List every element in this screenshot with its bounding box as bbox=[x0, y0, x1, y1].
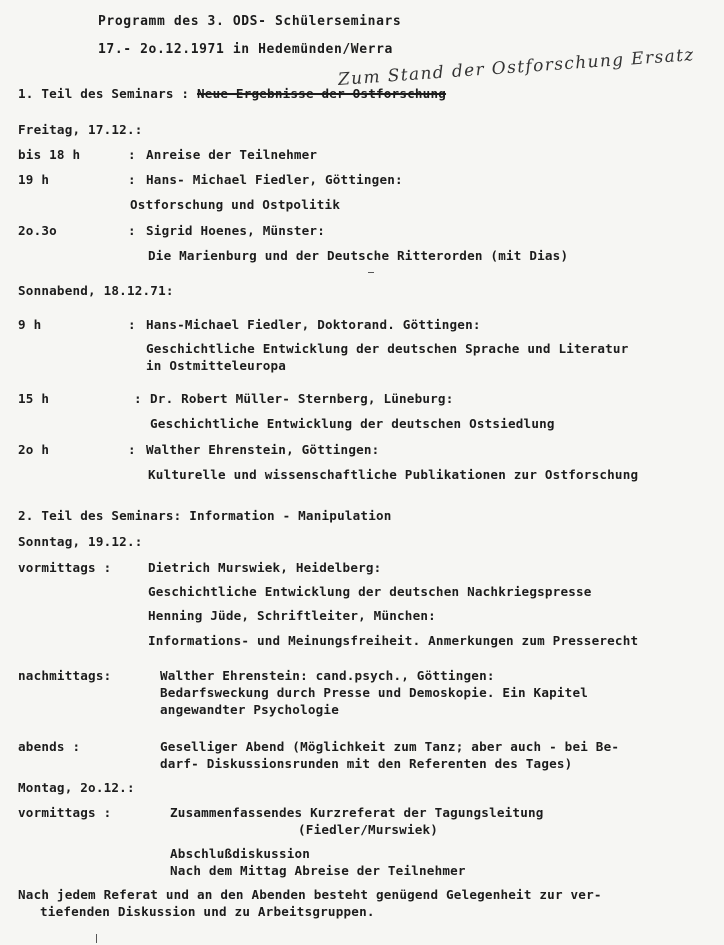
part1-title-struck: Neue Ergebnisse der Ostforschung bbox=[197, 86, 447, 101]
time-label: bis 18 h bbox=[18, 147, 81, 162]
entry-sep: : bbox=[128, 223, 136, 238]
entry-sep: : bbox=[128, 147, 136, 162]
day-heading-friday: Freitag, 17.12.: bbox=[18, 122, 143, 137]
entry-sep: : bbox=[134, 391, 142, 406]
entry-speaker: Hans-Michael Fiedler, Doktorand. Göttingen: bbox=[146, 317, 481, 332]
entry-speaker: Dr. Robert Müller- Sternberg, Lüneburg: bbox=[150, 391, 454, 406]
footer-note: Nach jedem Referat und an den Abenden besteht genügend Gelegenheit zur ver- bbox=[18, 887, 602, 902]
footer-note-cont: tiefenden Diskussion und zu Arbeitsgruppen. bbox=[40, 904, 375, 919]
session-line: darf- Diskussionsrunden mit den Referenten des Tages) bbox=[160, 756, 573, 771]
entry-topic: Geschichtliche Entwicklung der deutschen Ostsiedlung bbox=[150, 416, 555, 431]
session-line: Geselliger Abend (Möglichkeit zum Tanz; aber auch - bei Be- bbox=[160, 739, 620, 754]
time-label: 2o.3o bbox=[18, 223, 57, 238]
session-line: Zusammenfassendes Kurzreferat der Tagungsleitung bbox=[170, 805, 544, 820]
entry-speaker: Sigrid Hoenes, Münster: bbox=[146, 223, 325, 238]
session-line: Henning Jüde, Schriftleiter, München: bbox=[148, 608, 436, 623]
session-line: Geschichtliche Entwicklung der deutschen Nachkriegspresse bbox=[148, 584, 592, 599]
scan-speck bbox=[368, 272, 374, 273]
entry-speaker: Hans- Michael Fiedler, Göttingen: bbox=[146, 172, 403, 187]
entry-sep: : bbox=[128, 442, 136, 457]
entry-text: Anreise der Teilnehmer bbox=[146, 147, 318, 162]
session-line: Walther Ehrenstein: cand.psych., Göttingen: bbox=[160, 668, 495, 683]
session-line: (Fiedler/Murswiek) bbox=[298, 822, 439, 837]
session-label: nachmittags: bbox=[18, 668, 112, 683]
session-line: Abschlußdiskussion bbox=[170, 846, 311, 861]
time-label: 9 h bbox=[18, 317, 42, 332]
session-label: abends : bbox=[18, 739, 81, 754]
session-line: Informations- und Meinungsfreiheit. Anmerkungen zum Presserecht bbox=[148, 633, 639, 648]
entry-topic: Geschichtliche Entwicklung der deutschen Sprache und Literatur bbox=[146, 341, 629, 356]
session-line: Bedarfsweckung durch Presse und Demoskopie. Ein Kapitel bbox=[160, 685, 589, 700]
time-label: 19 h bbox=[18, 172, 50, 187]
handwritten-note: Zum Stand der Ostforschung Ersatz bbox=[337, 45, 696, 90]
time-label: 2o h bbox=[18, 442, 50, 457]
day-heading-sunday: Sonntag, 19.12.: bbox=[18, 534, 143, 549]
part2-title: 2. Teil des Seminars: Information - Manipulation bbox=[18, 508, 392, 523]
scan-speck bbox=[96, 934, 97, 943]
entry-topic: Die Marienburg und der Deutsche Ritterorden (mit Dias) bbox=[148, 248, 569, 263]
entry-sep: : bbox=[128, 172, 136, 187]
entry-sep: : bbox=[128, 317, 136, 332]
session-line: Dietrich Murswiek, Heidelberg: bbox=[148, 560, 382, 575]
part1-title-prefix: 1. Teil des Seminars : bbox=[18, 86, 197, 101]
entry-topic: Ostforschung und Ostpolitik bbox=[130, 197, 341, 212]
day-heading-saturday: Sonnabend, 18.12.71: bbox=[18, 283, 174, 298]
program-title: Programm des 3. ODS- Schülerseminars bbox=[98, 14, 402, 29]
session-label: vormittags : bbox=[18, 560, 112, 575]
session-line: Nach dem Mittag Abreise der Teilnehmer bbox=[170, 863, 466, 878]
time-label: 15 h bbox=[18, 391, 50, 406]
entry-topic: Kulturelle und wissenschaftliche Publikationen zur Ostforschung bbox=[148, 467, 639, 482]
day-heading-monday: Montag, 2o.12.: bbox=[18, 780, 135, 795]
session-label: vormittags : bbox=[18, 805, 112, 820]
program-dates: 17.- 2o.12.1971 in Hedemünden/Werra bbox=[98, 42, 393, 57]
entry-topic-cont: in Ostmitteleuropa bbox=[146, 358, 287, 373]
part1-title bbox=[18, 86, 446, 102]
session-line: angewandter Psychologie bbox=[160, 702, 339, 717]
entry-speaker: Walther Ehrenstein, Göttingen: bbox=[146, 442, 380, 457]
